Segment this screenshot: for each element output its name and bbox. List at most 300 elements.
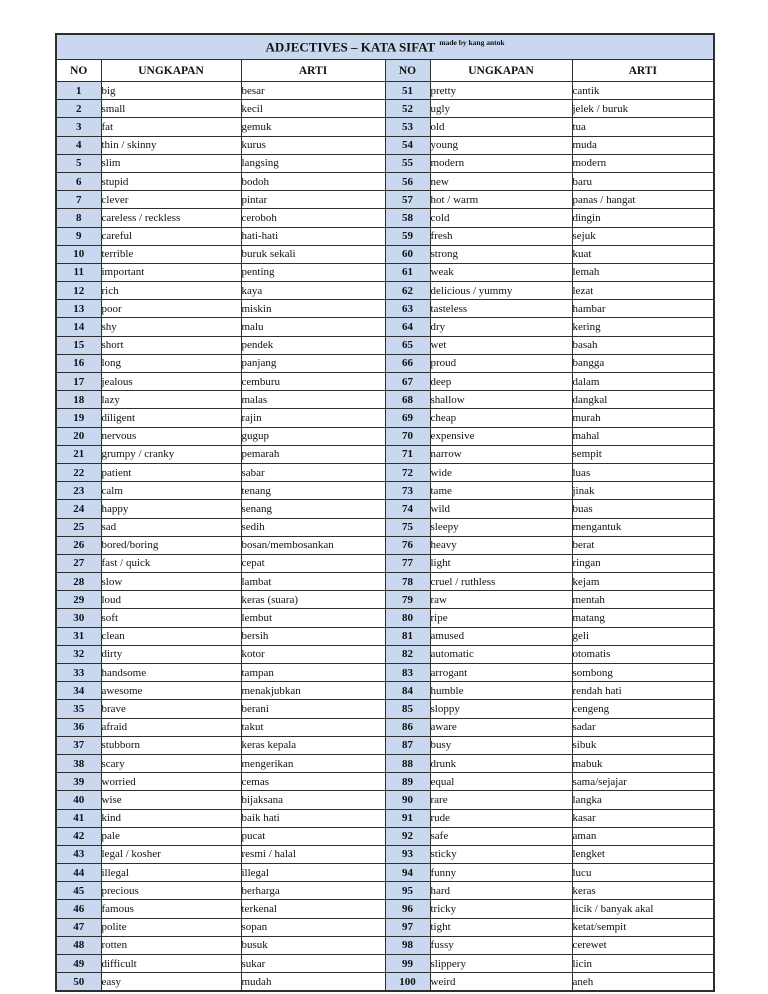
no-cell: 18 <box>56 391 101 409</box>
ungkapan-cell: dry <box>430 318 572 336</box>
arti-cell: keras kepala <box>241 736 385 754</box>
ungkapan-cell: young <box>430 136 572 154</box>
table-row <box>56 882 714 900</box>
no-cell: 46 <box>56 900 101 918</box>
no-cell: 41 <box>56 809 101 827</box>
arti-cell: aman <box>572 827 714 845</box>
arti-cell: panjang <box>241 354 385 372</box>
table-row <box>56 918 714 936</box>
table-row <box>56 282 714 300</box>
ungkapan-cell: clever <box>101 191 241 209</box>
no-cell: 31 <box>56 627 101 645</box>
no-cell: 61 <box>385 263 430 281</box>
no-cell: 51 <box>385 82 430 100</box>
no-cell: 80 <box>385 609 430 627</box>
ungkapan-cell: rotten <box>101 936 241 954</box>
ungkapan-cell: careful <box>101 227 241 245</box>
no-cell: 43 <box>56 845 101 863</box>
table-row <box>56 809 714 827</box>
ungkapan-cell: jealous <box>101 373 241 391</box>
ungkapan-cell: afraid <box>101 718 241 736</box>
ungkapan-cell: tight <box>430 918 572 936</box>
no-cell: 88 <box>385 754 430 772</box>
ungkapan-cell: dirty <box>101 645 241 663</box>
no-cell: 4 <box>56 136 101 154</box>
table-row <box>56 172 714 190</box>
no-cell: 16 <box>56 354 101 372</box>
arti-cell: menakjubkan <box>241 682 385 700</box>
arti-cell: pintar <box>241 191 385 209</box>
no-cell: 7 <box>56 191 101 209</box>
no-cell: 29 <box>56 591 101 609</box>
ungkapan-cell: stupid <box>101 172 241 190</box>
no-cell: 59 <box>385 227 430 245</box>
ungkapan-cell: bored/boring <box>101 536 241 554</box>
ungkapan-cell: rare <box>430 791 572 809</box>
arti-cell: mudah <box>241 973 385 992</box>
table-row <box>56 718 714 736</box>
table-row <box>56 518 714 536</box>
no-cell: 74 <box>385 500 430 518</box>
arti-cell: buruk sekali <box>241 245 385 263</box>
ungkapan-cell: grumpy / cranky <box>101 445 241 463</box>
ungkapan-cell: stubborn <box>101 736 241 754</box>
ungkapan-cell: small <box>101 100 241 118</box>
arti-cell: tampan <box>241 664 385 682</box>
no-cell: 48 <box>56 936 101 954</box>
no-cell: 55 <box>385 154 430 172</box>
arti-cell: mengantuk <box>572 518 714 536</box>
ungkapan-cell: lazy <box>101 391 241 409</box>
no-cell: 91 <box>385 809 430 827</box>
table-row <box>56 773 714 791</box>
ungkapan-cell: hot / warm <box>430 191 572 209</box>
arti-cell: kasar <box>572 809 714 827</box>
arti-cell: bosan/membosankan <box>241 536 385 554</box>
arti-cell: jelek / buruk <box>572 100 714 118</box>
no-cell: 100 <box>385 973 430 992</box>
table-row <box>56 900 714 918</box>
ungkapan-cell: careless / reckless <box>101 209 241 227</box>
arti-cell: mahal <box>572 427 714 445</box>
table-row <box>56 864 714 882</box>
table-row <box>56 645 714 663</box>
arti-cell: keras <box>572 882 714 900</box>
table-row <box>56 445 714 463</box>
column-header-arti-right: ARTI <box>572 60 714 82</box>
ungkapan-cell: illegal <box>101 864 241 882</box>
ungkapan-cell: tricky <box>430 900 572 918</box>
arti-cell: lembut <box>241 609 385 627</box>
arti-cell: dangkal <box>572 391 714 409</box>
ungkapan-cell: sloppy <box>430 700 572 718</box>
no-cell: 83 <box>385 664 430 682</box>
ungkapan-cell: slim <box>101 154 241 172</box>
ungkapan-cell: terrible <box>101 245 241 263</box>
table-row <box>56 154 714 172</box>
ungkapan-cell: calm <box>101 482 241 500</box>
ungkapan-cell: short <box>101 336 241 354</box>
ungkapan-cell: weak <box>430 263 572 281</box>
ungkapan-cell: worried <box>101 773 241 791</box>
arti-cell: lezat <box>572 282 714 300</box>
table-row <box>56 845 714 863</box>
arti-cell: illegal <box>241 864 385 882</box>
table-row <box>56 209 714 227</box>
no-cell: 78 <box>385 573 430 591</box>
table-row <box>56 791 714 809</box>
arti-cell: gemuk <box>241 118 385 136</box>
no-cell: 37 <box>56 736 101 754</box>
no-cell: 73 <box>385 482 430 500</box>
arti-cell: sabar <box>241 463 385 481</box>
ungkapan-cell: expensive <box>430 427 572 445</box>
ungkapan-cell: shy <box>101 318 241 336</box>
arti-cell: rendah hati <box>572 682 714 700</box>
arti-cell: pendek <box>241 336 385 354</box>
no-cell: 69 <box>385 409 430 427</box>
no-cell: 49 <box>56 955 101 973</box>
ungkapan-cell: wise <box>101 791 241 809</box>
arti-cell: busuk <box>241 936 385 954</box>
ungkapan-cell: soft <box>101 609 241 627</box>
arti-cell: ceroboh <box>241 209 385 227</box>
ungkapan-cell: awesome <box>101 682 241 700</box>
no-cell: 62 <box>385 282 430 300</box>
table-row <box>56 354 714 372</box>
ungkapan-cell: fat <box>101 118 241 136</box>
ungkapan-cell: deep <box>430 373 572 391</box>
no-cell: 67 <box>385 373 430 391</box>
no-cell: 17 <box>56 373 101 391</box>
no-cell: 95 <box>385 882 430 900</box>
ungkapan-cell: wild <box>430 500 572 518</box>
no-cell: 97 <box>385 918 430 936</box>
page-title: ADJECTIVES – KATA SIFAT <box>265 39 436 55</box>
arti-cell: jinak <box>572 482 714 500</box>
adjectives-table <box>55 33 715 992</box>
ungkapan-cell: amused <box>430 627 572 645</box>
arti-cell: rajin <box>241 409 385 427</box>
arti-cell: buas <box>572 500 714 518</box>
ungkapan-cell: funny <box>430 864 572 882</box>
arti-cell: tua <box>572 118 714 136</box>
arti-cell: kotor <box>241 645 385 663</box>
ungkapan-cell: poor <box>101 300 241 318</box>
table-row <box>56 973 714 992</box>
no-cell: 42 <box>56 827 101 845</box>
arti-cell: takut <box>241 718 385 736</box>
table-row <box>56 573 714 591</box>
arti-cell: besar <box>241 82 385 100</box>
ungkapan-cell: delicious / yummy <box>430 282 572 300</box>
arti-cell: gugup <box>241 427 385 445</box>
arti-cell: cerewet <box>572 936 714 954</box>
ungkapan-cell: strong <box>430 245 572 263</box>
arti-cell: berani <box>241 700 385 718</box>
ungkapan-cell: wet <box>430 336 572 354</box>
no-cell: 81 <box>385 627 430 645</box>
ungkapan-cell: old <box>430 118 572 136</box>
table-row <box>56 754 714 772</box>
ungkapan-cell: narrow <box>430 445 572 463</box>
ungkapan-cell: humble <box>430 682 572 700</box>
ungkapan-cell: diligent <box>101 409 241 427</box>
arti-cell: licik / banyak akal <box>572 900 714 918</box>
table-row <box>56 682 714 700</box>
table-row <box>56 118 714 136</box>
arti-cell: lengket <box>572 845 714 863</box>
table-row <box>56 318 714 336</box>
no-cell: 38 <box>56 754 101 772</box>
no-cell: 30 <box>56 609 101 627</box>
ungkapan-cell: cheap <box>430 409 572 427</box>
no-cell: 35 <box>56 700 101 718</box>
ungkapan-cell: sad <box>101 518 241 536</box>
arti-cell: penting <box>241 263 385 281</box>
ungkapan-cell: rich <box>101 282 241 300</box>
ungkapan-cell: long <box>101 354 241 372</box>
no-cell: 15 <box>56 336 101 354</box>
arti-cell: aneh <box>572 973 714 992</box>
no-cell: 28 <box>56 573 101 591</box>
no-cell: 94 <box>385 864 430 882</box>
no-cell: 85 <box>385 700 430 718</box>
no-cell: 47 <box>56 918 101 936</box>
arti-cell: malas <box>241 391 385 409</box>
ungkapan-cell: tame <box>430 482 572 500</box>
column-header-ungkapan-left: UNGKAPAN <box>101 60 241 82</box>
arti-cell: hambar <box>572 300 714 318</box>
ungkapan-cell: pretty <box>430 82 572 100</box>
no-cell: 45 <box>56 882 101 900</box>
ungkapan-cell: happy <box>101 500 241 518</box>
table-row <box>56 736 714 754</box>
ungkapan-cell: easy <box>101 973 241 992</box>
arti-cell: basah <box>572 336 714 354</box>
table-row <box>56 936 714 954</box>
ungkapan-cell: raw <box>430 591 572 609</box>
arti-cell: cemburu <box>241 373 385 391</box>
arti-cell: cemas <box>241 773 385 791</box>
table-row <box>56 627 714 645</box>
arti-cell: sama/sejajar <box>572 773 714 791</box>
no-cell: 26 <box>56 536 101 554</box>
ungkapan-cell: clean <box>101 627 241 645</box>
no-cell: 92 <box>385 827 430 845</box>
table-header-row <box>56 60 714 82</box>
no-cell: 58 <box>385 209 430 227</box>
ungkapan-cell: cold <box>430 209 572 227</box>
no-cell: 19 <box>56 409 101 427</box>
ungkapan-cell: equal <box>430 773 572 791</box>
no-cell: 39 <box>56 773 101 791</box>
arti-cell: berharga <box>241 882 385 900</box>
no-cell: 75 <box>385 518 430 536</box>
ungkapan-cell: scary <box>101 754 241 772</box>
no-cell: 57 <box>385 191 430 209</box>
no-cell: 79 <box>385 591 430 609</box>
ungkapan-cell: fresh <box>430 227 572 245</box>
arti-cell: dalam <box>572 373 714 391</box>
no-cell: 12 <box>56 282 101 300</box>
no-cell: 98 <box>385 936 430 954</box>
no-cell: 21 <box>56 445 101 463</box>
no-cell: 3 <box>56 118 101 136</box>
ungkapan-cell: modern <box>430 154 572 172</box>
arti-cell: terkenal <box>241 900 385 918</box>
no-cell: 77 <box>385 554 430 572</box>
no-cell: 89 <box>385 773 430 791</box>
no-cell: 72 <box>385 463 430 481</box>
column-header-no-right: NO <box>385 60 430 82</box>
table-row <box>56 955 714 973</box>
table-row <box>56 664 714 682</box>
ungkapan-cell: famous <box>101 900 241 918</box>
arti-cell: ketat/sempit <box>572 918 714 936</box>
ungkapan-cell: kind <box>101 809 241 827</box>
table-row <box>56 373 714 391</box>
arti-cell: panas / hangat <box>572 191 714 209</box>
no-cell: 10 <box>56 245 101 263</box>
arti-cell: kuat <box>572 245 714 263</box>
no-cell: 71 <box>385 445 430 463</box>
arti-cell: sempit <box>572 445 714 463</box>
ungkapan-cell: fussy <box>430 936 572 954</box>
arti-cell: mentah <box>572 591 714 609</box>
no-cell: 68 <box>385 391 430 409</box>
arti-cell: malu <box>241 318 385 336</box>
ungkapan-cell: precious <box>101 882 241 900</box>
no-cell: 5 <box>56 154 101 172</box>
no-cell: 2 <box>56 100 101 118</box>
arti-cell: kering <box>572 318 714 336</box>
no-cell: 84 <box>385 682 430 700</box>
table-row <box>56 482 714 500</box>
no-cell: 34 <box>56 682 101 700</box>
arti-cell: cengeng <box>572 700 714 718</box>
table-title-row <box>56 34 714 60</box>
ungkapan-cell: shallow <box>430 391 572 409</box>
no-cell: 6 <box>56 172 101 190</box>
no-cell: 53 <box>385 118 430 136</box>
arti-cell: pemarah <box>241 445 385 463</box>
no-cell: 60 <box>385 245 430 263</box>
ungkapan-cell: ripe <box>430 609 572 627</box>
table-row <box>56 609 714 627</box>
no-cell: 32 <box>56 645 101 663</box>
ungkapan-cell: polite <box>101 918 241 936</box>
arti-cell: sukar <box>241 955 385 973</box>
no-cell: 13 <box>56 300 101 318</box>
column-header-ungkapan-right: UNGKAPAN <box>430 60 572 82</box>
column-header-no-left: NO <box>56 60 101 82</box>
table-row <box>56 536 714 554</box>
no-cell: 54 <box>385 136 430 154</box>
table-row <box>56 500 714 518</box>
no-cell: 65 <box>385 336 430 354</box>
no-cell: 33 <box>56 664 101 682</box>
no-cell: 11 <box>56 263 101 281</box>
no-cell: 86 <box>385 718 430 736</box>
arti-cell: lemah <box>572 263 714 281</box>
column-header-arti-left: ARTI <box>241 60 385 82</box>
ungkapan-cell: slippery <box>430 955 572 973</box>
table-row <box>56 136 714 154</box>
ungkapan-cell: important <box>101 263 241 281</box>
table-row <box>56 827 714 845</box>
ungkapan-cell: sleepy <box>430 518 572 536</box>
no-cell: 24 <box>56 500 101 518</box>
ungkapan-cell: slow <box>101 573 241 591</box>
no-cell: 44 <box>56 864 101 882</box>
arti-cell: licin <box>572 955 714 973</box>
table-row <box>56 100 714 118</box>
arti-cell: miskin <box>241 300 385 318</box>
no-cell: 99 <box>385 955 430 973</box>
no-cell: 27 <box>56 554 101 572</box>
arti-cell: baik hati <box>241 809 385 827</box>
no-cell: 76 <box>385 536 430 554</box>
ungkapan-cell: safe <box>430 827 572 845</box>
arti-cell: dingin <box>572 209 714 227</box>
arti-cell: mengerikan <box>241 754 385 772</box>
ungkapan-cell: light <box>430 554 572 572</box>
arti-cell: muda <box>572 136 714 154</box>
arti-cell: murah <box>572 409 714 427</box>
no-cell: 20 <box>56 427 101 445</box>
ungkapan-cell: ugly <box>430 100 572 118</box>
ungkapan-cell: thin / skinny <box>101 136 241 154</box>
no-cell: 56 <box>385 172 430 190</box>
no-cell: 50 <box>56 973 101 992</box>
arti-cell: luas <box>572 463 714 481</box>
arti-cell: kurus <box>241 136 385 154</box>
arti-cell: sombong <box>572 664 714 682</box>
no-cell: 14 <box>56 318 101 336</box>
ungkapan-cell: legal / kosher <box>101 845 241 863</box>
title-cell <box>56 34 714 60</box>
arti-cell: hati-hati <box>241 227 385 245</box>
arti-cell: lambat <box>241 573 385 591</box>
ungkapan-cell: cruel / ruthless <box>430 573 572 591</box>
ungkapan-cell: automatic <box>430 645 572 663</box>
no-cell: 9 <box>56 227 101 245</box>
ungkapan-cell: proud <box>430 354 572 372</box>
no-cell: 70 <box>385 427 430 445</box>
no-cell: 22 <box>56 463 101 481</box>
ungkapan-cell: patient <box>101 463 241 481</box>
table-row <box>56 463 714 481</box>
ungkapan-cell: busy <box>430 736 572 754</box>
ungkapan-cell: difficult <box>101 955 241 973</box>
table-row <box>56 245 714 263</box>
no-cell: 90 <box>385 791 430 809</box>
arti-cell: kecil <box>241 100 385 118</box>
arti-cell: kejam <box>572 573 714 591</box>
no-cell: 64 <box>385 318 430 336</box>
arti-cell: matang <box>572 609 714 627</box>
arti-cell: keras (suara) <box>241 591 385 609</box>
ungkapan-cell: aware <box>430 718 572 736</box>
table-row <box>56 300 714 318</box>
arti-cell: bangga <box>572 354 714 372</box>
ungkapan-cell: loud <box>101 591 241 609</box>
table-row <box>56 336 714 354</box>
arti-cell: sedih <box>241 518 385 536</box>
ungkapan-cell: tasteless <box>430 300 572 318</box>
ungkapan-cell: fast / quick <box>101 554 241 572</box>
